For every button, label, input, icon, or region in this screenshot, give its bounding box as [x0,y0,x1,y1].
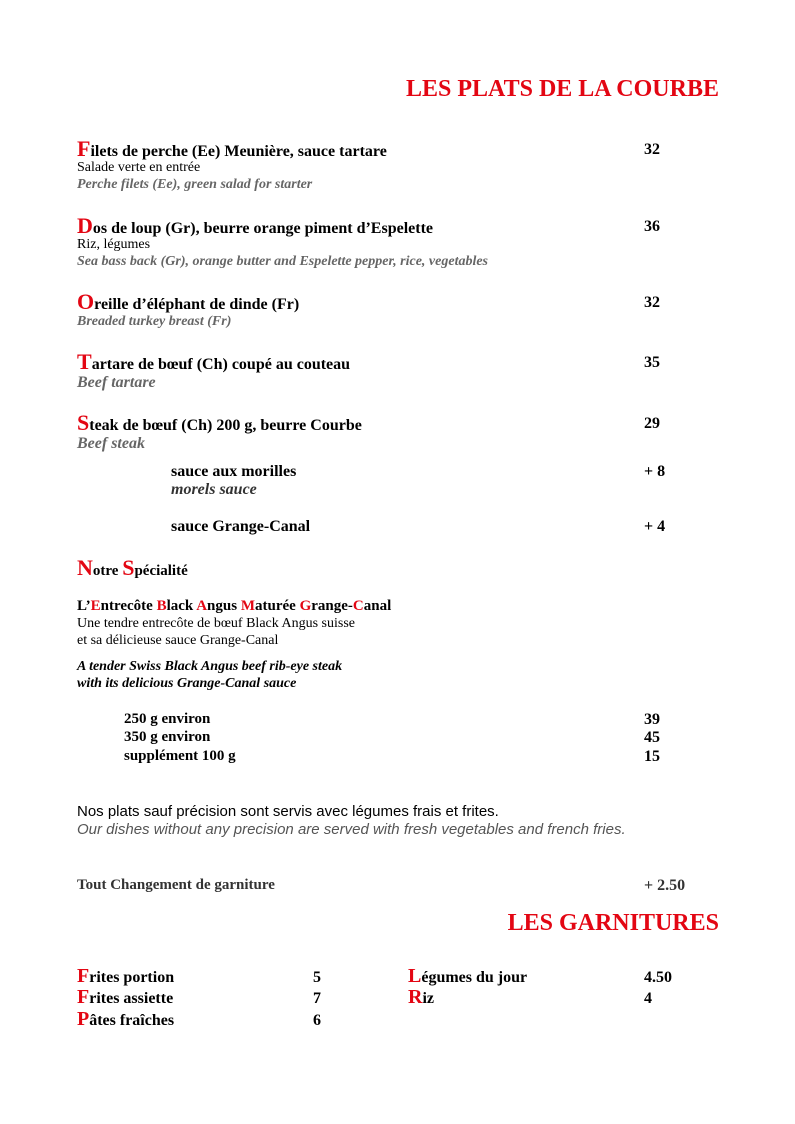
garniture-item [408,965,527,988]
dish-name-rest: reille d’éléphant de dinde (Fr) [94,296,300,313]
dish-initial: F [77,136,91,161]
garniture-item [408,986,434,1009]
dish-name [77,213,433,239]
garniture-price: 5 [313,969,321,986]
size-price: 39 [644,711,660,728]
size-label: 250 g environ [124,711,211,727]
speciality-name [77,598,391,615]
garniture-price: 4.50 [644,969,672,986]
garniture-initial: F [77,986,90,1008]
dish-description-en: Beef steak [77,435,145,452]
speciality-initial: S [122,555,135,580]
dish-name [77,349,350,375]
dish-price: 29 [644,415,660,432]
dish-description-en: Perche filets (Ee), green salad for starter [77,177,313,192]
speciality-name-initial: B [156,598,167,614]
speciality-name-part: range- [311,598,353,614]
garniture-initial: L [408,965,422,987]
sauce-price: + 8 [644,463,666,480]
speciality-name-initial: E [90,598,101,614]
dish-description-en: Breaded turkey breast (Fr) [77,314,232,329]
garniture-name: âtes fraîches [89,1012,175,1029]
size-price: 45 [644,729,660,746]
garniture-name: rites assiette [89,990,174,1007]
speciality-description-fr: Une tendre entrecôte de bœuf Black Angus suisse [77,616,355,631]
garnish-change-price: + 2.50 [644,877,686,894]
garniture-item [77,965,174,988]
speciality-name-part: anal [363,598,392,614]
speciality-name-initial: C [352,598,364,614]
dish-name-rest: ilets de perche (Ee) Meunière, sauce tartare [90,143,387,160]
dish-name [77,289,299,315]
note-fr: Nos plats sauf précision sont servis avec légumes frais et frites. [77,803,499,820]
dish-initial: O [77,289,95,314]
dish-description-en: Beef tartare [77,374,156,391]
dish-price: 36 [644,218,660,235]
garniture-name: rites portion [89,969,175,986]
garniture-item [77,986,173,1009]
dish-price: 32 [644,294,660,311]
speciality-description-fr: et sa délicieuse sauce Grange-Canal [77,633,279,648]
dish-name-rest: teak de bœuf (Ch) 200 g, beurre Courbe [89,417,362,434]
dish-name [77,136,387,162]
garniture-name: égumes du jour [421,969,528,986]
sauce-name-en: morels sauce [171,481,257,498]
dish-price: 35 [644,354,660,371]
dish-initial: T [77,349,92,374]
speciality-description-en: with its delicious Grange-Canal sauce [77,676,297,691]
garnish-change-label: Tout Changement de garniture [77,877,275,893]
page-title: LES PLATS DE LA COURBE [406,76,719,102]
speciality-name-part: L’ [77,598,91,614]
speciality-initial: N [77,555,93,580]
garniture-initial: F [77,965,90,987]
speciality-name-initial: A [196,598,208,614]
dish-description-fr: Riz, légumes [77,237,151,252]
dish-price: 32 [644,141,660,158]
speciality-name-initial: G [299,598,312,614]
dish-name [77,410,362,436]
dish-description-en: Sea bass back (Gr), orange butter and Espelette pepper, rice, vegetables [77,254,489,269]
size-label: supplément 100 g [124,748,236,764]
dish-initial: D [77,213,93,238]
note-en: Our dishes without any precision are served with fresh vegetables and french fries. [77,821,626,838]
sauce-name: sauce Grange-Canal [171,518,311,535]
dish-name-rest: os de loup (Gr), beurre orange piment d’Espelette [92,220,434,237]
size-price: 15 [644,748,660,765]
dish-initial: S [77,410,90,435]
garniture-price: 4 [644,990,652,1007]
size-label: 350 g environ [124,729,211,745]
garniture-initial: P [77,1008,90,1030]
garniture-name: iz [422,990,434,1007]
speciality-name-initial: M [240,598,255,614]
speciality-name-part: ngus [207,598,241,614]
dish-name-rest: artare de bœuf (Ch) coupé au couteau [91,356,351,373]
speciality-name-part: ntrecôte [100,598,157,614]
garniture-initial: R [408,986,423,1008]
speciality-word: pécialité [134,563,188,579]
speciality-word: otre [92,563,123,579]
dish-description-fr: Salade verte en entrée [77,160,201,175]
garnitures-title: LES GARNITURES [507,910,719,936]
speciality-description-en: A tender Swiss Black Angus beef rib-eye steak [77,659,343,674]
speciality-name-part: aturée [255,598,300,614]
garniture-price: 7 [313,990,321,1007]
sauce-name: sauce aux morilles [171,463,297,480]
speciality-name-part: lack [166,598,197,614]
garniture-item [77,1008,174,1031]
garniture-price: 6 [313,1012,321,1029]
sauce-price: + 4 [644,518,666,535]
speciality-heading [77,555,188,581]
